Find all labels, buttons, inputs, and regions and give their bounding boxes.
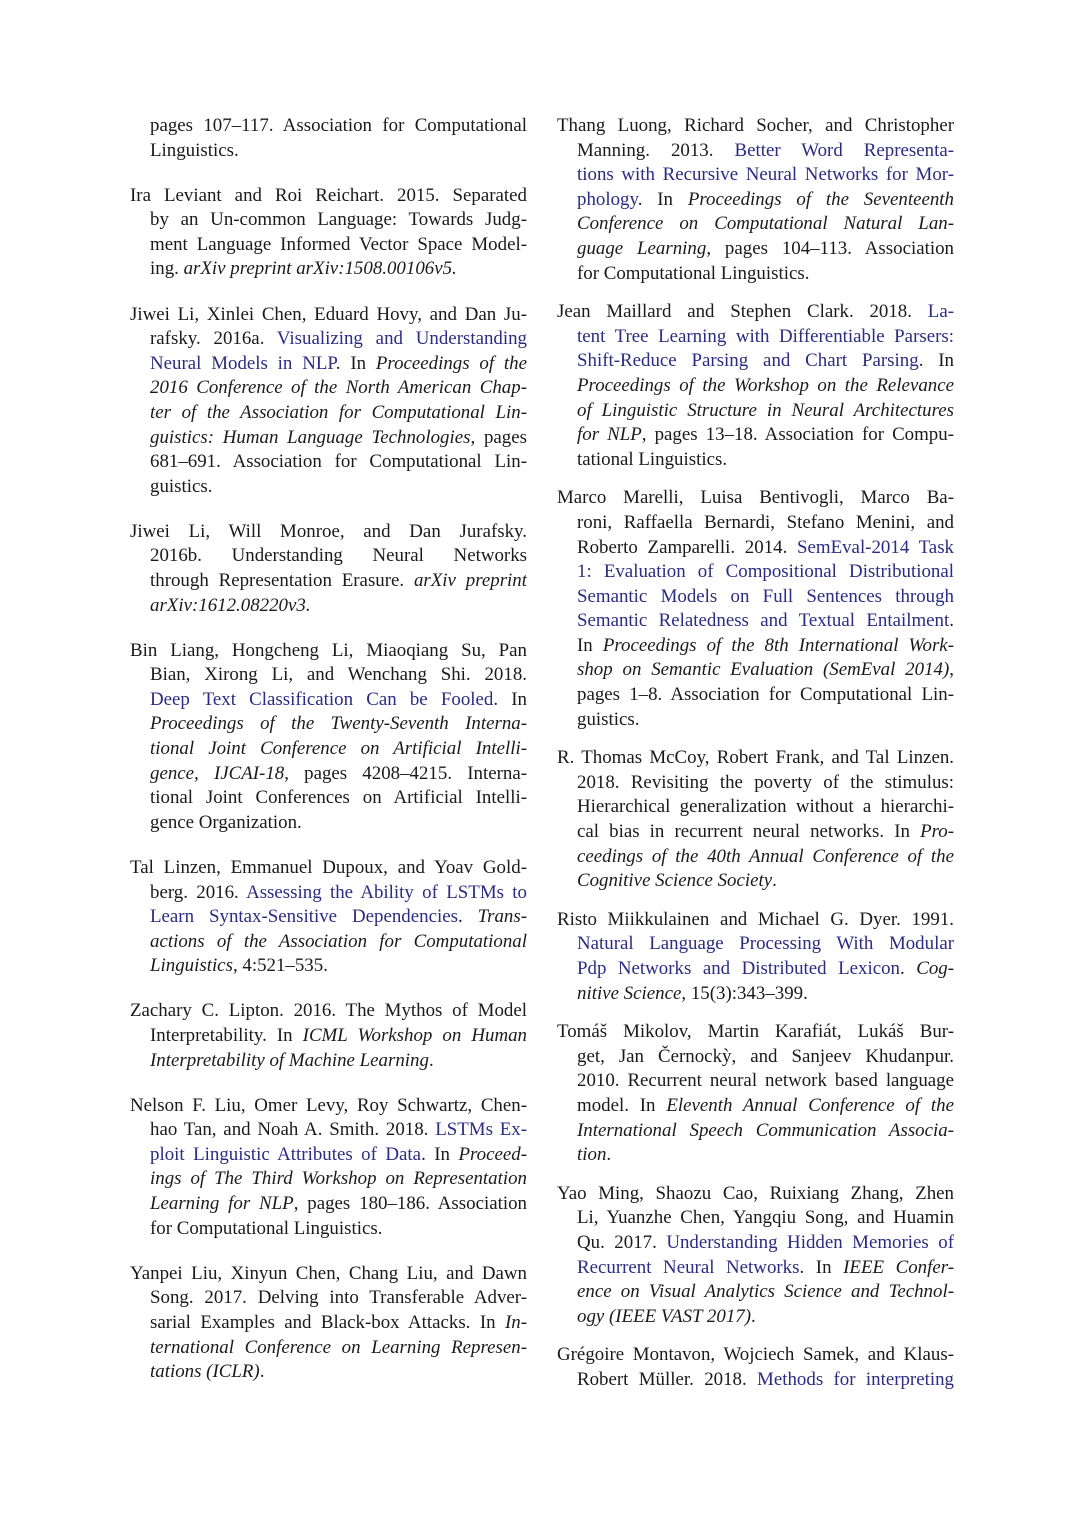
reference-entry bbox=[557, 1182, 954, 1330]
reference-title-link[interactable]: Semantic Relatedness and Textual Entailment bbox=[577, 610, 950, 632]
reference-text: Interpretability. In bbox=[150, 1025, 303, 1046]
reference-text: , pages 104–113. Association bbox=[706, 237, 954, 259]
reference-line bbox=[130, 856, 527, 881]
reference-text: . In bbox=[637, 188, 688, 210]
reference-text: . In bbox=[918, 350, 954, 372]
reference-venue-text: ence on Visual Analytics Science and Technol- bbox=[577, 1281, 954, 1303]
reference-text: Roberto Zamparelli. 2014. bbox=[577, 536, 797, 558]
reference-text: Bin Liang, Hongcheng Li, Miaoqiang Su, Pan bbox=[130, 639, 527, 661]
reference-text: rafsky. 2016a. bbox=[150, 328, 277, 350]
reference-venue-text: ternational Conference on Learning Represen- bbox=[150, 1336, 527, 1358]
reference-venue-text: In- bbox=[504, 1311, 527, 1333]
reference-text: tational Linguistics. bbox=[577, 448, 728, 470]
reference-venue-text: Proceedings of the Workshop on the Relevance bbox=[577, 374, 954, 396]
reference-line bbox=[557, 1020, 954, 1045]
reference-line bbox=[130, 762, 527, 787]
reference-text: guistics. bbox=[150, 475, 213, 497]
reference-text: Marco Marelli, Luisa Bentivogli, Marco Ba- bbox=[557, 487, 954, 509]
reference-text: through Representation Erasure. bbox=[150, 570, 414, 591]
reference-line bbox=[557, 448, 954, 473]
reference-line bbox=[557, 1143, 954, 1168]
reference-venue-text: International Speech Communication Associa- bbox=[577, 1119, 954, 1141]
reference-text: pages 1–8. Association for Computational Lin- bbox=[577, 684, 954, 706]
reference-line bbox=[557, 1305, 954, 1330]
reference-line bbox=[130, 737, 527, 762]
reference-line bbox=[557, 746, 954, 771]
reference-text: . In bbox=[335, 352, 376, 374]
reference-entry bbox=[130, 184, 527, 282]
reference-line bbox=[557, 795, 954, 820]
reference-text: Li, Yuanzhe Chen, Yangqiu Song, and Huamin bbox=[577, 1207, 954, 1229]
reference-title-link[interactable]: ploit Linguistic Attributes of Data bbox=[150, 1143, 422, 1165]
reference-text: Qu. 2017. bbox=[577, 1231, 667, 1253]
reference-venue-text: for NLP bbox=[577, 424, 642, 446]
reference-text: R. Thomas McCoy, Robert Frank, and Tal Linzen. bbox=[557, 747, 954, 769]
reference-text: hao Tan, and Noah A. Smith. 2018. bbox=[150, 1119, 436, 1141]
reference-line bbox=[130, 1094, 527, 1119]
reference-line bbox=[557, 511, 954, 536]
reference-line bbox=[130, 475, 527, 500]
reference-line bbox=[130, 544, 527, 569]
reference-title-link[interactable]: Natural Language Processing With Modular bbox=[577, 933, 954, 955]
reference-title-link[interactable]: phology bbox=[577, 188, 638, 210]
reference-text: model. In bbox=[577, 1094, 667, 1116]
reference-text: Jean Maillard and Stephen Clark. 2018. bbox=[557, 301, 928, 323]
reference-text: . In bbox=[421, 1143, 459, 1165]
reference-text: ing. bbox=[150, 258, 184, 280]
reference-text: . bbox=[751, 1305, 756, 1327]
reference-title-link[interactable]: 1: Evaluation of Compositional Distributional bbox=[577, 561, 954, 583]
reference-entry bbox=[130, 856, 527, 979]
reference-text: 681–691. Association for Computational Lin- bbox=[150, 451, 527, 473]
reference-line bbox=[557, 869, 954, 894]
reference-entry bbox=[130, 114, 527, 163]
reference-venue-text: arXiv:1612.08220v3. bbox=[150, 594, 311, 616]
reference-line bbox=[130, 376, 527, 401]
reference-line bbox=[130, 811, 527, 836]
reference-line bbox=[130, 663, 527, 688]
reference-line bbox=[557, 609, 954, 634]
reference-title-link[interactable]: Recurrent Neural Networks bbox=[577, 1256, 800, 1278]
reference-text: for Computational Linguistics. bbox=[150, 1217, 383, 1239]
reference-text: Bian, Xirong Li, and Wenchang Shi. 2018. bbox=[150, 664, 527, 686]
reference-title-link[interactable]: Understanding Hidden Memories of bbox=[666, 1231, 954, 1253]
reference-line bbox=[557, 237, 954, 262]
reference-line bbox=[130, 1024, 527, 1049]
reference-text: sarial Examples and Black-box Attacks. In bbox=[150, 1311, 505, 1333]
reference-line bbox=[557, 1119, 954, 1144]
reference-line bbox=[130, 426, 527, 451]
reference-line bbox=[130, 930, 527, 955]
reference-venue-text: tion bbox=[577, 1144, 607, 1166]
reference-line bbox=[130, 352, 527, 377]
reference-venue-text: Cognitive Science Society bbox=[577, 870, 773, 892]
reference-text: , pages 13–18. Association for Compu- bbox=[641, 424, 954, 446]
reference-text: Ira Leviant and Roi Reichart. 2015. Separated bbox=[130, 184, 527, 206]
reference-text: roni, Raffaella Bernardi, Stefano Menini, and bbox=[577, 511, 954, 533]
reference-line bbox=[130, 1311, 527, 1336]
reference-text: , pages bbox=[470, 426, 527, 448]
reference-line bbox=[557, 957, 954, 982]
reference-text: . bbox=[606, 1144, 612, 1166]
reference-line bbox=[130, 954, 527, 979]
reference-text: , 4:521–535. bbox=[232, 955, 328, 977]
reference-text: by an Un-common Language: Towards Judg- bbox=[150, 209, 527, 231]
reference-line bbox=[557, 1182, 954, 1207]
reference-venue-text: guage Learning bbox=[577, 237, 707, 259]
reference-venue-text: Interpretability of Machine Learning bbox=[150, 1049, 429, 1071]
reference-line bbox=[557, 658, 954, 683]
reference-text: ment Language Informed Vector Space Model- bbox=[150, 233, 527, 255]
reference-text: . In bbox=[493, 688, 527, 710]
reference-line bbox=[130, 1167, 527, 1192]
reference-text: Hierarchical generalization without a hierarchi- bbox=[577, 796, 954, 818]
reference-venue-text: Linguistics bbox=[150, 955, 233, 977]
reference-entry bbox=[557, 1020, 954, 1168]
reference-text: Tal Linzen, Emmanuel Dupoux, and Yoav Gold- bbox=[130, 856, 527, 878]
reference-line bbox=[130, 233, 527, 258]
reference-title-link[interactable]: SemEval-2014 Task bbox=[796, 536, 954, 558]
reference-line bbox=[130, 1118, 527, 1143]
reference-line bbox=[557, 1256, 954, 1281]
reference-title-link[interactable]: Deep Text Classification Can be Fooled bbox=[150, 688, 494, 710]
reference-venue-text: tional Joint Conference on Artificial Intelli- bbox=[150, 738, 527, 760]
reference-text: gence Organization. bbox=[150, 811, 302, 833]
reference-line bbox=[557, 486, 954, 511]
reference-line bbox=[557, 300, 954, 325]
reference-venue-text: of Linguistic Structure in Neural Architectures bbox=[577, 399, 954, 421]
reference-line bbox=[557, 1069, 954, 1094]
reference-venue-text: IEEE Confer- bbox=[843, 1256, 954, 1278]
reference-line bbox=[557, 536, 954, 561]
reference-text: berg. 2016. bbox=[150, 881, 247, 903]
reference-venue-text: Conference on Computational Natural Lan- bbox=[577, 213, 954, 235]
reference-title-link[interactable]: Neural Models in NLP bbox=[150, 352, 336, 374]
reference-venue-text: actions of the Association for Computational bbox=[150, 930, 527, 952]
reference-title-link[interactable]: Learn Syntax-Sensitive Dependencies bbox=[150, 906, 458, 928]
reference-line bbox=[557, 325, 954, 350]
reference-title-link[interactable]: Shift-Reduce Parsing and Chart Parsing bbox=[577, 350, 919, 372]
reference-venue-text: tations (ICLR) bbox=[150, 1361, 260, 1383]
reference-line bbox=[557, 1206, 954, 1231]
reference-title-link[interactable]: La- bbox=[927, 301, 954, 323]
reference-entry bbox=[130, 303, 527, 500]
reference-text: Yanpei Liu, Xinyun Chen, Chang Liu, and Dawn bbox=[130, 1262, 527, 1284]
reference-text: , pages 4208–4215. Interna- bbox=[284, 762, 527, 784]
reference-venue-text: arXiv preprint bbox=[413, 570, 527, 591]
reference-entry bbox=[557, 1343, 954, 1392]
reference-line bbox=[130, 184, 527, 209]
reference-line bbox=[557, 982, 954, 1007]
reference-text: 2016b. Understanding Neural Networks bbox=[150, 545, 527, 567]
reference-venue-text: ceedings of the 40th Annual Conference of the bbox=[577, 845, 954, 867]
reference-line bbox=[130, 1262, 527, 1287]
reference-line bbox=[557, 585, 954, 610]
reference-entry bbox=[557, 746, 954, 894]
reference-venue-text: Cog- bbox=[916, 958, 954, 979]
reference-venue-text: Proceedings of the Seventeenth bbox=[687, 188, 954, 210]
reference-venue-text: guistics: Human Language Technologies bbox=[150, 426, 471, 448]
reference-text: . bbox=[772, 870, 777, 892]
reference-line bbox=[557, 708, 954, 733]
reference-entry bbox=[557, 908, 954, 1006]
reference-text: . bbox=[949, 610, 954, 632]
reference-text: Manning. 2013. bbox=[577, 139, 735, 161]
reference-line bbox=[130, 905, 527, 930]
reference-line bbox=[557, 1231, 954, 1256]
reference-text: guistics. bbox=[577, 708, 640, 730]
reference-text: . In bbox=[799, 1256, 844, 1278]
reference-text: Linguistics. bbox=[150, 139, 239, 161]
reference-line bbox=[130, 594, 527, 619]
reference-line bbox=[130, 208, 527, 233]
reference-line bbox=[557, 683, 954, 708]
reference-venue-text: Proceedings of the 8th International Work- bbox=[602, 634, 954, 656]
reference-venue-text: ings of The Third Workshop on Representation bbox=[150, 1168, 527, 1190]
reference-entry bbox=[130, 1094, 527, 1242]
reference-venue-text: Trans- bbox=[477, 906, 527, 928]
reference-line bbox=[557, 1280, 954, 1305]
reference-text: Yao Ming, Shaozu Cao, Ruixiang Zhang, Zhen bbox=[557, 1182, 954, 1204]
reference-line bbox=[130, 881, 527, 906]
reference-text: Tomáš Mikolov, Martin Karafiát, Lukáš Bur- bbox=[557, 1021, 954, 1043]
reference-venue-text: arXiv preprint arXiv:1508.00106v5. bbox=[183, 258, 457, 280]
reference-venue-text: ter of the Association for Computational Lin- bbox=[150, 401, 527, 423]
reference-text: , 15(3):343–399. bbox=[681, 982, 808, 1004]
reference-line bbox=[557, 820, 954, 845]
reference-title-link[interactable]: Visualizing and Understanding bbox=[276, 328, 527, 350]
reference-venue-text: Pro- bbox=[920, 821, 954, 843]
reference-title-link[interactable]: Semantic Models on Full Sentences through bbox=[577, 585, 954, 607]
reference-line bbox=[130, 303, 527, 328]
reference-line bbox=[557, 771, 954, 796]
reference-text: 2018. Revisiting the poverty of the stimulus: bbox=[577, 771, 954, 793]
references-left-column bbox=[130, 114, 527, 1405]
reference-text: . bbox=[900, 958, 917, 979]
reference-venue-text: Proceedings of the bbox=[375, 352, 527, 374]
reference-venue-text: 2016 Conference of the North American Chap- bbox=[150, 377, 527, 399]
reference-title-link[interactable]: Better Word Representa- bbox=[734, 139, 954, 161]
reference-entry bbox=[130, 639, 527, 836]
reference-line bbox=[130, 114, 527, 139]
reference-entry bbox=[557, 300, 954, 472]
reference-line bbox=[557, 634, 954, 659]
reference-line bbox=[557, 423, 954, 448]
reference-line bbox=[130, 1192, 527, 1217]
reference-text: Thang Luong, Richard Socher, and Christopher bbox=[557, 115, 954, 136]
reference-venue-text: Eleventh Annual Conference of the bbox=[666, 1094, 954, 1116]
reference-line bbox=[557, 374, 954, 399]
reference-line bbox=[557, 1343, 954, 1368]
reference-line bbox=[130, 1143, 527, 1168]
reference-line bbox=[130, 569, 527, 594]
reference-line bbox=[130, 1049, 527, 1074]
reference-text: Robert Müller. 2018. bbox=[577, 1368, 758, 1390]
reference-text: pages 107–117. Association for Computational bbox=[150, 115, 527, 136]
reference-line bbox=[130, 520, 527, 545]
reference-line bbox=[557, 908, 954, 933]
reference-line bbox=[130, 1286, 527, 1311]
reference-line bbox=[557, 560, 954, 585]
reference-line bbox=[557, 349, 954, 374]
reference-text: Jiwei Li, Will Monroe, and Dan Jurafsky. bbox=[130, 520, 527, 542]
reference-line bbox=[130, 712, 527, 737]
reference-text: In bbox=[577, 634, 603, 656]
reference-line bbox=[130, 327, 527, 352]
reference-title-link[interactable]: Pdp Networks and Distributed Lexicon bbox=[577, 958, 900, 979]
reference-line bbox=[557, 1368, 954, 1393]
references-right-column bbox=[557, 114, 954, 1407]
reference-entry bbox=[557, 486, 954, 732]
reference-text: Song. 2017. Delving into Transferable Adver- bbox=[150, 1287, 527, 1309]
reference-text: cal bias in recurrent neural networks. In bbox=[577, 821, 921, 843]
reference-line bbox=[130, 639, 527, 664]
reference-text: Risto Miikkulainen and Michael G. Dyer. 1991. bbox=[557, 908, 954, 930]
reference-line bbox=[557, 845, 954, 870]
reference-line bbox=[130, 401, 527, 426]
reference-line bbox=[557, 1045, 954, 1070]
reference-text: , bbox=[949, 659, 954, 681]
reference-text: , pages 180–186. Association bbox=[293, 1193, 527, 1215]
reference-text: Jiwei Li, Xinlei Chen, Eduard Hovy, and Dan Ju- bbox=[130, 303, 527, 325]
reference-venue-text: ICML Workshop on Human bbox=[302, 1025, 527, 1046]
reference-line bbox=[130, 688, 527, 713]
reference-line bbox=[130, 1217, 527, 1242]
reference-entry bbox=[130, 1262, 527, 1385]
reference-line bbox=[557, 163, 954, 188]
reference-line bbox=[130, 786, 527, 811]
reference-line bbox=[557, 212, 954, 237]
reference-line bbox=[130, 450, 527, 475]
reference-line bbox=[557, 262, 954, 287]
reference-line bbox=[557, 399, 954, 424]
reference-line bbox=[557, 114, 954, 139]
reference-text: . bbox=[259, 1361, 265, 1383]
reference-venue-text: Learning for NLP bbox=[150, 1193, 294, 1215]
reference-text: . bbox=[428, 1049, 434, 1071]
reference-text: Nelson F. Liu, Omer Levy, Roy Schwartz, Chen- bbox=[130, 1094, 527, 1116]
reference-line bbox=[130, 999, 527, 1024]
reference-text: 2010. Recurrent neural network based language bbox=[577, 1070, 954, 1092]
reference-venue-text: Proceed- bbox=[458, 1143, 527, 1165]
reference-entry bbox=[130, 520, 527, 618]
reference-line bbox=[130, 1360, 527, 1385]
reference-title-link[interactable]: tent Tree Learning with Differentiable Parsers: bbox=[577, 325, 954, 347]
reference-title-link[interactable]: tions with Recursive Neural Networks for Mor- bbox=[577, 164, 954, 186]
reference-line bbox=[130, 139, 527, 164]
reference-venue-text: ogy (IEEE VAST 2017) bbox=[577, 1305, 751, 1327]
reference-line bbox=[557, 1094, 954, 1119]
reference-text: Zachary C. Lipton. 2016. The Mythos of Model bbox=[130, 1000, 527, 1022]
reference-text: get, Jan Černockỳ, and Sanjeev Khudanpur. bbox=[577, 1045, 954, 1067]
reference-line bbox=[557, 188, 954, 213]
reference-text: Grégoire Montavon, Wojciech Samek, and Klaus- bbox=[557, 1344, 954, 1366]
reference-text: . bbox=[457, 906, 478, 928]
reference-line bbox=[130, 1336, 527, 1361]
reference-text: for Computational Linguistics. bbox=[577, 262, 810, 284]
reference-title-link[interactable]: Methods for interpreting bbox=[757, 1368, 954, 1390]
reference-title-link[interactable]: LSTMs Ex- bbox=[435, 1119, 527, 1141]
reference-title-link[interactable]: Assessing the Ability of LSTMs to bbox=[246, 881, 527, 903]
reference-venue-text: gence, IJCAI-18 bbox=[150, 762, 285, 784]
reference-line bbox=[130, 257, 527, 282]
reference-line bbox=[557, 139, 954, 164]
reference-text: tional Joint Conferences on Artificial Intelli- bbox=[150, 787, 527, 809]
reference-line bbox=[557, 932, 954, 957]
reference-venue-text: nitive Science bbox=[577, 982, 682, 1004]
reference-entry bbox=[130, 999, 527, 1073]
reference-venue-text: Proceedings of the Twenty-Seventh Interna- bbox=[150, 713, 527, 735]
reference-venue-text: shop on Semantic Evaluation (SemEval 2014) bbox=[577, 659, 950, 681]
reference-entry bbox=[557, 114, 954, 286]
